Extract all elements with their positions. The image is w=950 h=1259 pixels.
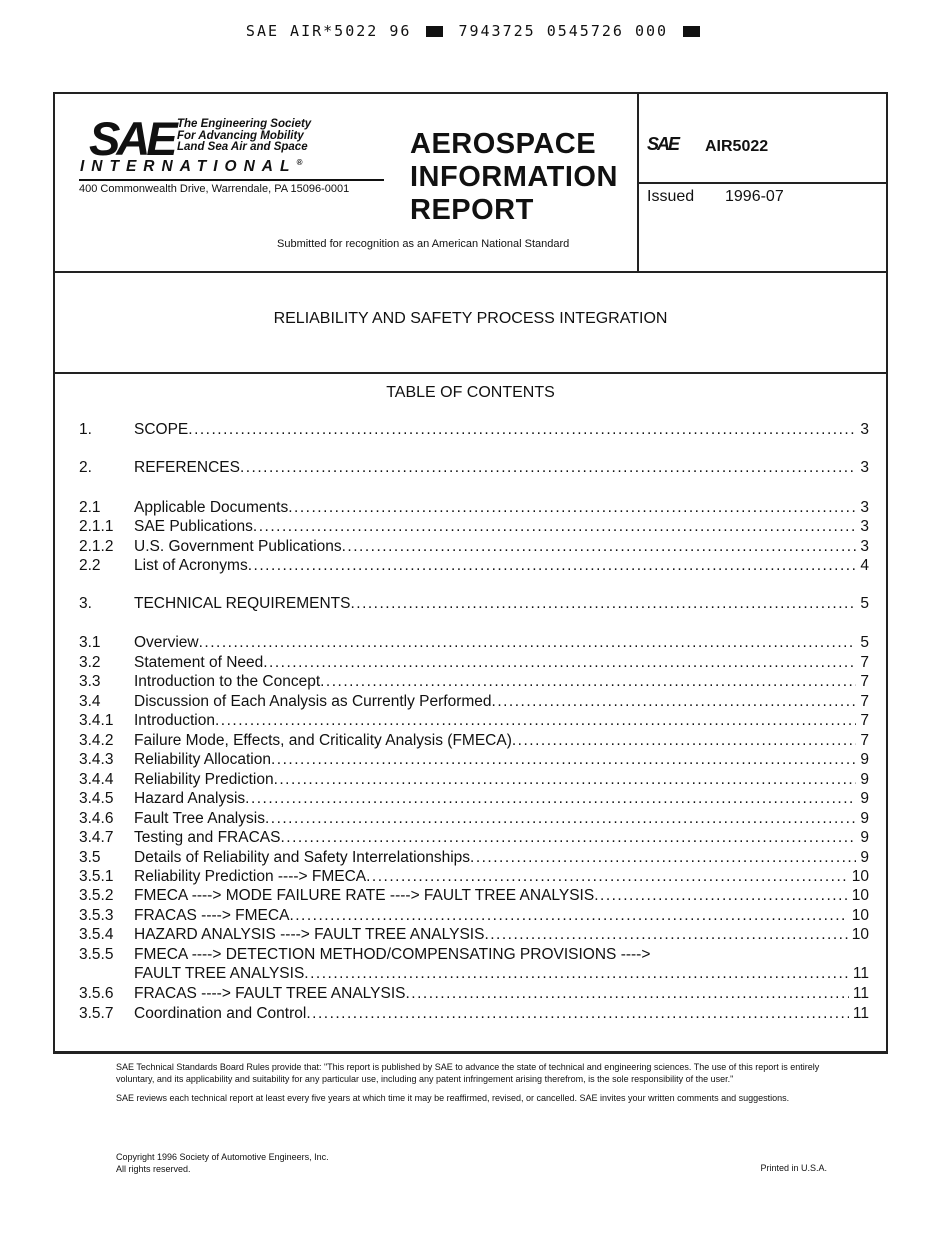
toc-entry-page: 7: [860, 693, 869, 710]
toc-entry-number: 2.: [79, 459, 92, 476]
toc-entry-number: 3.5.2: [79, 887, 114, 904]
toc-dot-leader: [215, 711, 856, 731]
logo-international: [80, 158, 302, 176]
toc-entry: [79, 556, 869, 576]
toc-entry-page: 5: [860, 634, 869, 651]
toc-dot-leader: [248, 556, 857, 576]
toc-entry: [79, 848, 869, 868]
toc-entry-number: 3.5.3: [79, 907, 114, 924]
toc-entry-number: 3.4.7: [79, 829, 114, 846]
toc-entry-page: 10: [851, 868, 869, 885]
toc-entry-title: TECHNICAL REQUIREMENTS: [134, 595, 351, 612]
document-id-panel: [637, 94, 888, 271]
tagline-line: Land Sea Air and Space: [177, 141, 308, 153]
toc-dot-leader: [188, 420, 856, 440]
toc-entry: [79, 789, 869, 809]
toc-entry-number: 3.5.6: [79, 985, 114, 1002]
toc-entry-number: 3.4.1: [79, 712, 114, 729]
toc-entry-title: FAULT TREE ANALYSIS: [134, 965, 305, 982]
toc-entry-title: FRACAS ----> FMECA: [134, 907, 290, 924]
stamp-right-text: 7943725 0545726 000: [458, 22, 669, 40]
toc-dot-leader: [366, 867, 848, 887]
standards-board-rules: SAE Technical Standards Board Rules provide that: "This report is published by SAE to advance the state of technical and engineering sciences. The use of this report is entirely voluntary, and its applicability and suitability for any particular use, including any patent infringement arising therefrom, is the sole responsibility of the user.": [116, 1062, 820, 1084]
document-number-row: [639, 94, 888, 184]
toc-entry-title: U.S. Government Publications: [134, 538, 342, 555]
toc-dot-leader: [253, 517, 856, 537]
toc-entry-title: Statement of Need: [134, 654, 264, 671]
toc-entry-page: 10: [851, 907, 869, 924]
toc-entry-page: 10: [851, 926, 869, 943]
toc-entry-page: 9: [860, 810, 869, 827]
sae-mini-logo: SAE: [647, 134, 679, 154]
title-line: AEROSPACE: [410, 128, 597, 160]
toc-entry: [79, 672, 869, 692]
toc-dot-leader: [594, 886, 848, 906]
toc-dot-leader: [492, 692, 857, 712]
toc-entry-number: 3.4.2: [79, 732, 114, 749]
toc-entry-number: 2.1: [79, 499, 101, 516]
toc-entry: [79, 964, 869, 984]
toc-entry: [79, 517, 869, 537]
sae-logo: [77, 112, 407, 216]
registered-mark: ®: [296, 158, 303, 167]
toc-entry-page: 11: [852, 1005, 869, 1022]
toc-entry-title: Reliability Prediction ----> FMECA: [134, 868, 367, 885]
toc-entry-title: Testing and FRACAS: [134, 829, 281, 846]
issued-label: Issued: [647, 188, 695, 205]
toc-dot-leader: [263, 653, 856, 673]
toc-entry-page: 9: [860, 771, 869, 788]
report-type-title: [410, 128, 618, 227]
toc-dot-leader: [304, 964, 849, 984]
toc-entry-page: 11: [852, 985, 869, 1002]
toc-entry: [79, 594, 869, 614]
review-notice: SAE reviews each technical report at least every five years at which time it may be reaffirmed, revised, or cancelled. SAE invites your written comments and suggestions.: [116, 1093, 790, 1103]
ans-submission-note: Submitted for recognition as an American National Standard: [277, 238, 570, 250]
toc-entry: [79, 731, 869, 751]
document-number: AIR5022: [705, 138, 769, 155]
toc-dot-leader: [245, 789, 856, 809]
toc-entry-page: 9: [860, 849, 869, 866]
toc-entry-title: SAE Publications: [134, 518, 253, 535]
toc-dot-leader: [306, 1004, 849, 1024]
toc-entry-number: 3.4: [79, 693, 101, 710]
toc-entry-page: 3: [860, 538, 869, 555]
issued-date: 1996-07: [725, 188, 784, 205]
toc-entry: [79, 1004, 869, 1024]
title-line: REPORT: [410, 194, 534, 226]
toc-entry-number: 3.5.4: [79, 926, 114, 943]
toc-entry: [79, 906, 869, 926]
toc-entry-title: Fault Tree Analysis: [134, 810, 265, 827]
toc-dot-leader: [240, 458, 856, 478]
rights-line: All rights reserved.: [116, 1163, 191, 1174]
toc-entry-title: Coordination and Control: [134, 1005, 307, 1022]
logo-rule: [79, 179, 384, 181]
toc-entry: [79, 828, 869, 848]
copyright: [116, 1152, 329, 1175]
header-block: [55, 94, 886, 273]
toc-entry: [79, 770, 869, 790]
toc-entry-number: 2.1.2: [79, 538, 114, 555]
toc-heading: TABLE OF CONTENTS: [386, 384, 555, 401]
stamp-left-text: SAE AIR*5022 96: [245, 22, 412, 40]
toc-entry-number: 3.4.4: [79, 771, 114, 788]
toc-entry-number: 3.4.5: [79, 790, 114, 807]
toc-entry-number: 3.5.1: [79, 868, 114, 885]
toc-entry-page: 7: [860, 654, 869, 671]
tagline-line: For Advancing Mobility: [177, 129, 304, 142]
sae-logo-mark: SAE: [89, 112, 174, 165]
toc-entry-title: FRACAS ----> FAULT TREE ANALYSIS: [134, 985, 406, 1002]
toc-entry: [79, 537, 869, 557]
toc-entry-title: List of Acronyms: [134, 557, 248, 574]
toc-entry-page: 3: [860, 459, 869, 476]
toc-entry-page: 10: [851, 887, 869, 904]
toc-entry: [79, 809, 869, 829]
toc-dot-leader: [484, 925, 847, 945]
toc-entry-number: 3.1: [79, 634, 101, 651]
toc-entry-page: 4: [860, 557, 869, 574]
cover-frame: [53, 92, 888, 1054]
stamp-block-mark: [683, 26, 700, 37]
toc-entry-page: 7: [860, 673, 869, 690]
toc-entry: [79, 711, 869, 731]
toc-entry: [79, 945, 869, 965]
stamp-block-mark: [426, 26, 443, 37]
toc-dot-leader: [271, 750, 856, 770]
toc-entry: [79, 653, 869, 673]
toc-dot-leader: [512, 731, 857, 751]
toc-entry-number: 3.: [79, 595, 92, 612]
toc-entry-page: 11: [852, 965, 869, 982]
toc-entry: [79, 925, 869, 945]
toc-entry-title: Failure Mode, Effects, and Criticality Analysis (FMECA): [134, 732, 512, 749]
toc-entry-number: 3.5: [79, 849, 101, 866]
toc-entry-title: HAZARD ANALYSIS ----> FAULT TREE ANALYSIS: [134, 926, 485, 943]
toc-dot-leader: [199, 633, 857, 653]
toc-entry-title: Discussion of Each Analysis as Currently Performed: [134, 693, 492, 710]
toc-entry-page: 3: [860, 518, 869, 535]
toc-entry: [79, 633, 869, 653]
toc-entry: [79, 886, 869, 906]
society-address: 400 Commonwealth Drive, Warrendale, PA 15096-0001: [79, 183, 350, 195]
toc-entry-number: 2.2: [79, 557, 101, 574]
toc-entry-title: FMECA ----> MODE FAILURE RATE ----> FAULT TREE ANALYSIS: [134, 887, 595, 904]
copyright-line: Copyright 1996 Society of Automotive Engineers, Inc.: [116, 1152, 329, 1162]
toc-entry-title: REFERENCES: [134, 459, 240, 476]
toc-entry-page: 7: [860, 712, 869, 729]
toc-entry: [79, 692, 869, 712]
toc-entry-page: 9: [860, 790, 869, 807]
toc-entry-title: Applicable Documents: [134, 499, 289, 516]
toc-entry-number: 3.5.5: [79, 946, 114, 963]
printed-in: Printed in U.S.A.: [760, 1163, 827, 1173]
intl-text: INTERNATIONAL: [80, 158, 297, 175]
toc-dot-leader: [405, 984, 848, 1004]
toc-entry-page: 9: [860, 751, 869, 768]
toc-dot-leader: [280, 828, 856, 848]
footer: [116, 1062, 831, 1174]
toc-entry-number: 2.1.1: [79, 518, 114, 535]
toc-entry-number: 3.4.6: [79, 810, 114, 827]
toc-entry-page: 3: [860, 499, 869, 516]
toc-dot-leader: [288, 498, 856, 518]
title-line: INFORMATION: [410, 161, 618, 193]
toc-entry-title: Details of Reliability and Safety Interrelationships: [134, 849, 471, 866]
toc-dot-leader: [350, 594, 856, 614]
toc-dot-leader: [320, 672, 856, 692]
toc-entry-page: 3: [860, 421, 869, 438]
toc-entry-number: 1.: [79, 421, 92, 438]
toc-entry-title: Hazard Analysis: [134, 790, 246, 807]
toc-entry-page: 9: [860, 829, 869, 846]
toc-entry-title: FMECA ----> DETECTION METHOD/COMPENSATING PROVISIONS ---->: [134, 946, 651, 963]
toc-entry: [79, 984, 869, 1004]
toc-entry-title: Introduction: [134, 712, 215, 729]
toc-entry-page: 7: [860, 732, 869, 749]
toc-entry: [79, 750, 869, 770]
toc-entry-number: 3.5.7: [79, 1005, 114, 1022]
tagline-line: The Engineering Society: [177, 118, 312, 130]
toc-entry-number: 3.3: [79, 673, 101, 690]
toc-entry: [79, 867, 869, 887]
toc-entry-number: 3.2: [79, 654, 101, 671]
toc-dot-leader: [470, 848, 856, 868]
toc-entry-number: 3.4.3: [79, 751, 114, 768]
toc-entry-title: Reliability Prediction: [134, 771, 274, 788]
toc-entry-page: 5: [860, 595, 869, 612]
toc-dot-leader: [289, 906, 847, 926]
toc-entry-title: SCOPE: [134, 421, 189, 438]
toc-dot-leader: [274, 770, 857, 790]
toc-entry: [79, 458, 869, 478]
toc-entry-title: Overview: [134, 634, 199, 651]
toc-entry: [79, 420, 869, 440]
toc-dot-leader: [265, 809, 856, 829]
toc-entry-title: Introduction to the Concept: [134, 673, 321, 690]
logo-tagline: [177, 119, 311, 154]
toc-dot-leader: [342, 537, 857, 557]
document-control-stamp: [0, 22, 950, 40]
toc-entry: [79, 498, 869, 518]
report-title-box: [55, 271, 886, 374]
toc-entry-title: Reliability Allocation: [134, 751, 271, 768]
report-title: RELIABILITY AND SAFETY PROCESS INTEGRATION: [273, 310, 668, 327]
